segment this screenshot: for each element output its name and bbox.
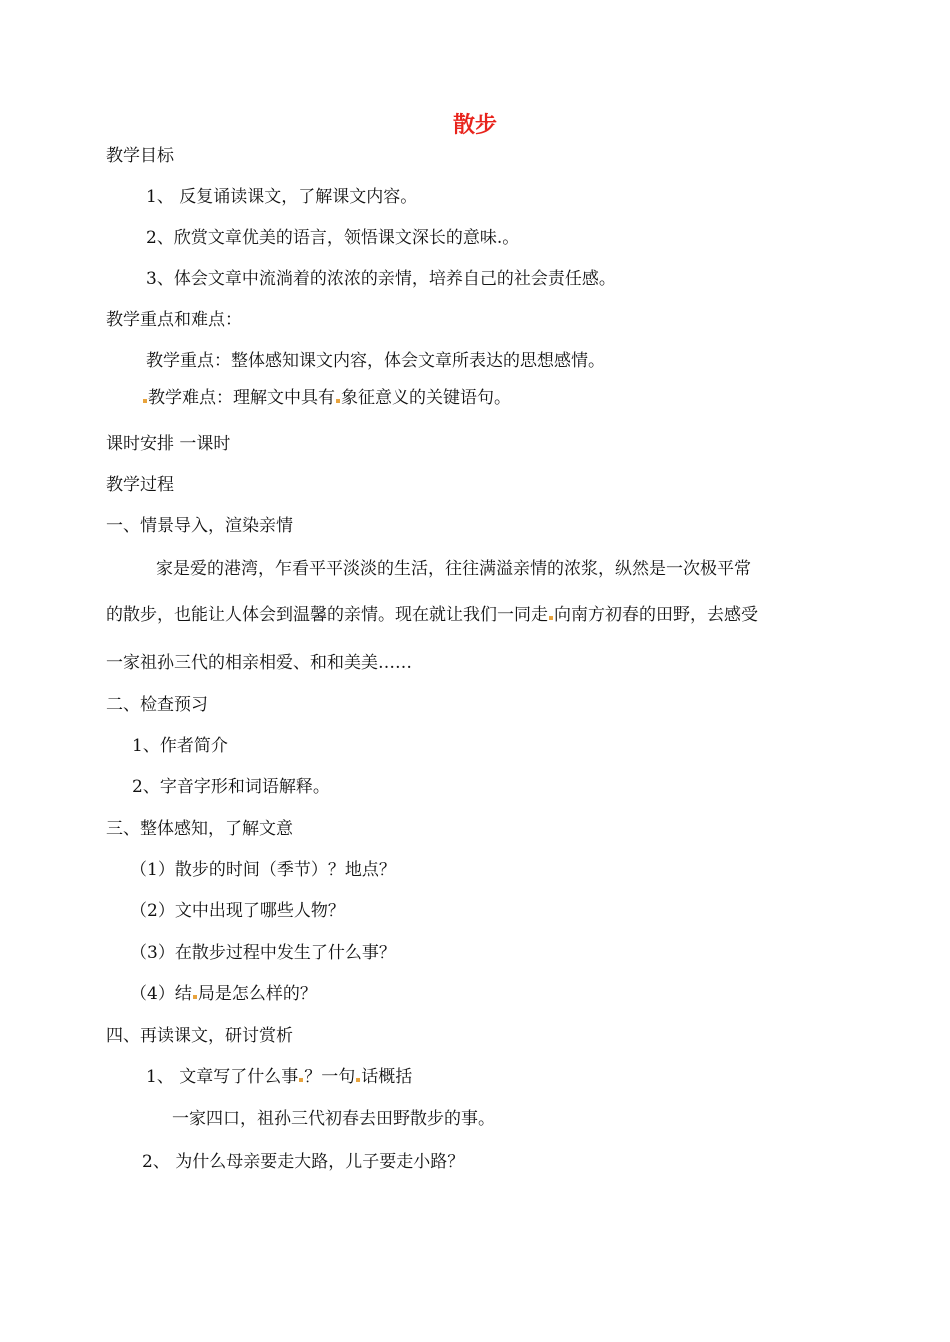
mark-dot-icon <box>299 1078 303 1082</box>
part1-paragraph-line3: 一家祖孙三代的相亲相爱、和和美美…… <box>106 653 412 673</box>
schedule: 课时安排 一课时 <box>106 434 231 454</box>
part1-paragraph-line1: 家是爱的港湾，乍看平平淡淡的生活，往往满溢亲情的浓浆，纵然是一次极平常 <box>156 559 751 579</box>
part4-heading: 四、再读课文，研讨赏析 <box>106 1026 293 1046</box>
mark-dot-icon <box>356 1078 360 1082</box>
part4-question-1c: 话概括 <box>361 1067 413 1087</box>
part1-heading: 一、情景导入，渲染亲情 <box>106 516 293 536</box>
mark-dot-icon <box>549 616 553 620</box>
part3-question-4 <box>130 983 317 1005</box>
part2-heading: 二、检查预习 <box>106 695 208 715</box>
mark-dot-icon <box>336 399 340 403</box>
difficult-point-a: 教学难点：理解文中具有 <box>148 388 335 408</box>
part4-answer-1: 一家四口，祖孙三代初春去田野散步的事。 <box>172 1109 495 1129</box>
part1-paragraph-line2b: 向南方初春的田野，去感受 <box>554 605 758 625</box>
objective-1: 1、 反复诵读课文，了解课文内容。 <box>146 187 418 207</box>
objective-2: 2、欣赏文章优美的语言，领悟课文深长的意味.。 <box>146 228 520 248</box>
part3-heading: 三、整体感知，了解文意 <box>106 819 293 839</box>
objectives-heading: 教学目标 <box>106 146 174 166</box>
difficult-point <box>142 387 511 409</box>
process-heading: 教学过程 <box>106 475 174 495</box>
document-title: 散步 <box>452 113 497 138</box>
part4-question-1b: ？一句 <box>304 1067 356 1087</box>
mark-dot-icon <box>143 399 147 403</box>
part3-question-3: （3）在散步过程中发生了什么事？ <box>130 943 396 963</box>
part2-item-2: 2、字音字形和词语解释。 <box>132 777 330 797</box>
part3-question-1: （1）散步的时间（季节）？地点？ <box>130 860 396 880</box>
part3-question-4a: （4）结 <box>130 984 192 1004</box>
part3-question-2: （2）文中出现了哪些人物？ <box>130 901 345 921</box>
mark-dot-icon <box>193 995 197 999</box>
part1-paragraph-line2a: 的散步，也能让人体会到温馨的亲情。现在就让我们一同走 <box>106 605 548 625</box>
part1-paragraph-line2 <box>106 604 758 626</box>
key-point: 教学重点：整体感知课文内容，体会文章所表达的思想感情。 <box>146 351 605 371</box>
part4-question-2: 2、 为什么母亲要走大路，儿子要走小路？ <box>142 1152 465 1172</box>
part3-question-4b: 局是怎么样的？ <box>197 984 317 1004</box>
objective-3: 3、体会文章中流淌着的浓浓的亲情，培养自己的社会责任感。 <box>146 269 616 289</box>
part2-item-1: 1、作者简介 <box>132 736 228 756</box>
difficult-point-b: 象征意义的关键语句。 <box>341 388 511 408</box>
part4-question-1 <box>146 1066 412 1088</box>
part4-question-1a: 1、 文章写了什么事 <box>146 1067 299 1087</box>
key-heading: 教学重点和难点： <box>106 310 242 330</box>
